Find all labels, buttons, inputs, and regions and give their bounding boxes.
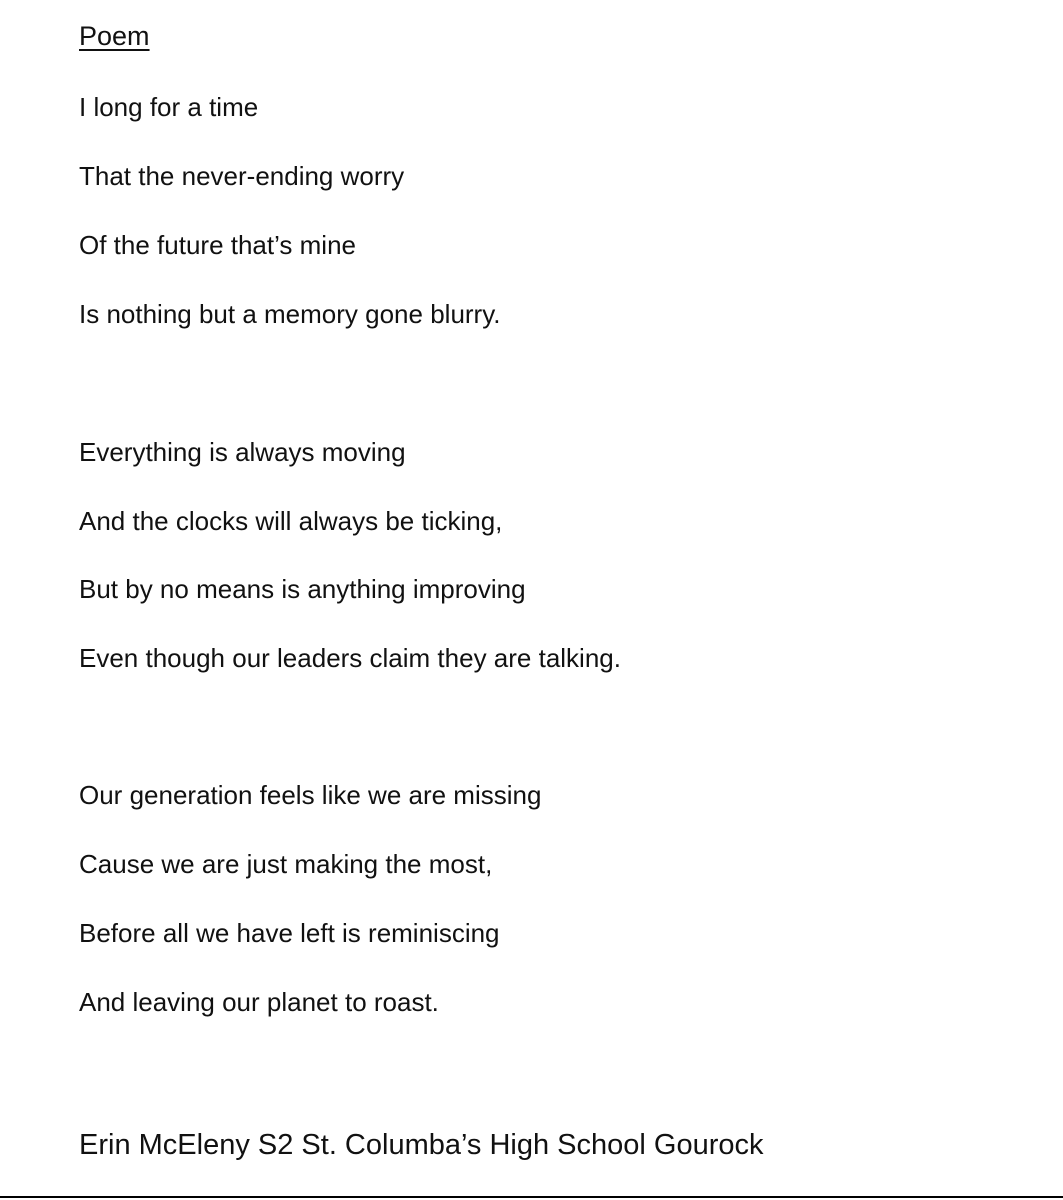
poem-line: That the never-ending worry <box>79 161 405 191</box>
poem-line: Of the future that’s mine <box>79 230 356 260</box>
poem-title: Poem <box>79 21 150 51</box>
poem-line: I long for a time <box>79 92 259 122</box>
poem-line: Before all we have left is reminiscing <box>79 918 500 948</box>
poem-line: And leaving our planet to roast. <box>79 987 439 1017</box>
author-credit: Erin McEleny S2 St. Columba’s High School Gourock <box>79 1129 764 1161</box>
poem-line: Is nothing but a memory gone blurry. <box>79 299 501 329</box>
poem-line: Our generation feels like we are missing <box>79 780 542 810</box>
poem-line: Cause we are just making the most, <box>79 849 493 879</box>
poem-line: Everything is always moving <box>79 437 406 467</box>
page-bottom-rule <box>0 1196 1063 1198</box>
poem-line: And the clocks will always be ticking, <box>79 506 503 536</box>
poem-line: But by no means is anything improving <box>79 574 526 604</box>
poem-line: Even though our leaders claim they are talking. <box>79 643 621 673</box>
